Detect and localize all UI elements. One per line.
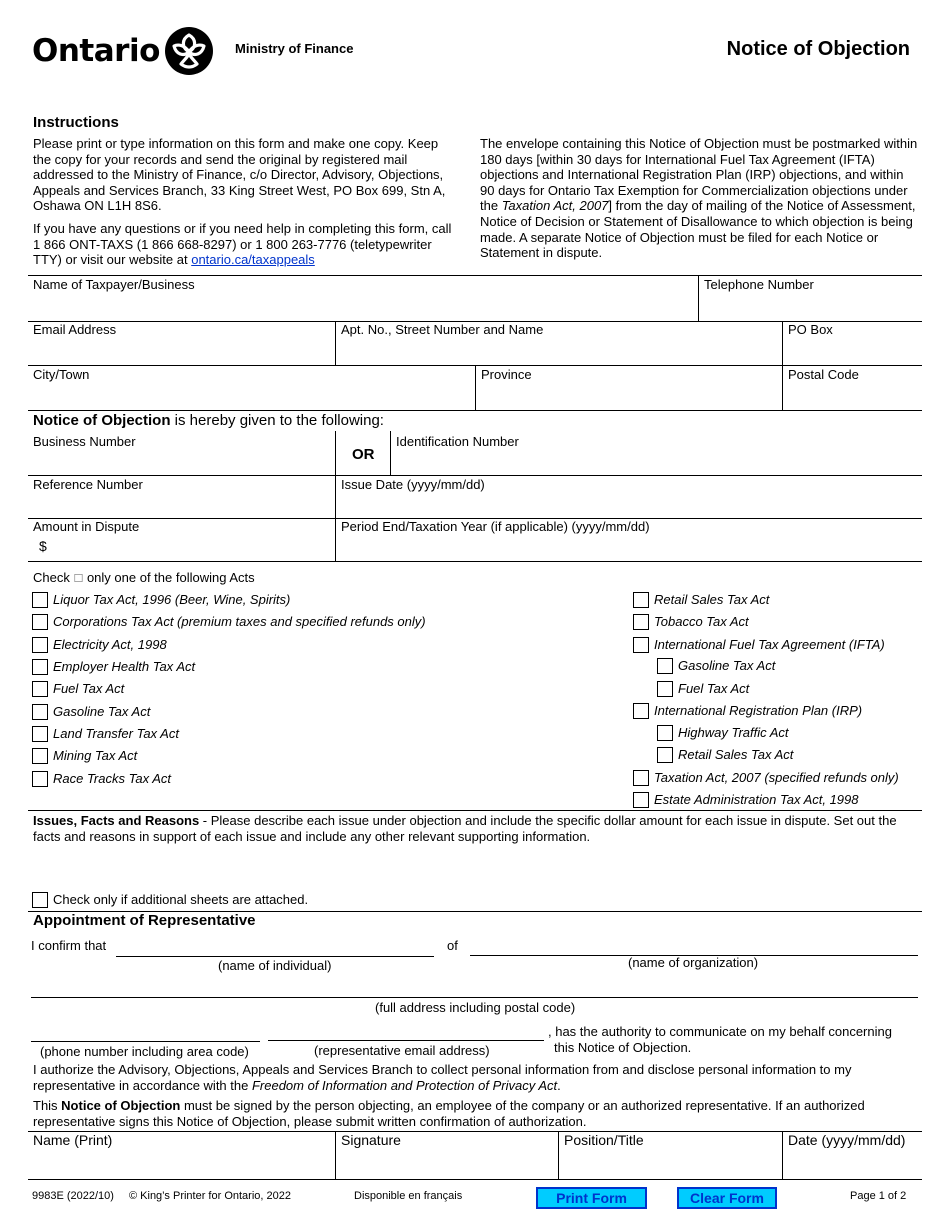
city-label: City/Town <box>33 367 90 382</box>
issues-description <box>33 813 918 844</box>
ministry-name: Ministry of Finance <box>235 41 354 56</box>
instructions-para-1: Please print or type information on this form and make one copy. Keep the copy for your records and send the original by registered mail addressed to the Ministry of Finance, c/o Director, Advisory, Objections, Appeals and Services Branch, 33 King Street West, PO Box 699, Stn A, Oshawa ON L1H 8S6. <box>33 136 446 214</box>
representative-name-caption: (name of individual) <box>218 958 332 973</box>
representative-phone-field[interactable] <box>31 1041 260 1042</box>
act-checkbox-ifta-fuel[interactable] <box>657 681 673 697</box>
checkbox-glyph-icon: ☐ <box>73 572 84 585</box>
act-checkbox-fuel[interactable] <box>32 681 48 697</box>
province-field[interactable] <box>478 383 779 408</box>
position-title-label: Position/Title <box>564 1132 644 1148</box>
acts-instruction <box>33 570 255 586</box>
page-number: Page 1 of 2 <box>850 1190 907 1202</box>
act-checkbox-taxation-2007[interactable] <box>633 770 649 786</box>
right-para-text-1: The envelope containing this Notice of Objection must be postmarked within 180 days [within 30 days for International Fuel Tax Agreement (IFTA) objections and International Registration Plan (IRP) objections, and within 90 days for Ontario Tax Exemption for Commercialization objections under the <box>480 136 918 214</box>
act-checkbox-retail-sales[interactable] <box>633 592 649 608</box>
authorize-text-pre: I authorize the Advisory, Objections, Appeals and Services Branch to collect personal information from and disclose personal information to my representative in accordance with the <box>33 1062 852 1093</box>
notice-heading-rest: is hereby given to the following: <box>170 412 384 429</box>
signing-requirement-text <box>33 1098 918 1129</box>
copyright: © King’s Printer for Ontario, 2022 <box>129 1190 291 1202</box>
act-checkbox-land-transfer[interactable] <box>32 726 48 742</box>
instructions-para-2-text: If you have any questions or if you need help in completing this form, call 1 866 ONT-TAXS (1 866 668-8297) or 1 800 263-7776 (teletypewriter TTY) or visit our website at <box>33 221 452 268</box>
form-title: Notice of Objection <box>726 38 910 60</box>
act-checkbox-electricity[interactable] <box>32 637 48 653</box>
identification-number-field[interactable] <box>393 450 920 473</box>
act-checkbox-corporations[interactable] <box>32 614 48 630</box>
po-box-label: PO Box <box>788 322 833 337</box>
province-label: Province <box>481 367 532 382</box>
business-number-field[interactable] <box>30 450 332 473</box>
email-label: Email Address <box>33 322 117 337</box>
dollar-sign: $ <box>39 538 47 554</box>
print-form-button[interactable]: Print Form <box>536 1187 647 1209</box>
issue-date-label: Issue Date (yyyy/mm/dd) <box>341 477 485 492</box>
signature-field[interactable] <box>338 1151 555 1177</box>
issues-text: - Please describe each issue under objection and include the specific dollar amount for each issue in dispute. Set out the facts and reasons in support of each issue and include any other relevant supporting information. <box>33 813 897 844</box>
trillium-icon <box>164 26 214 76</box>
act-label-corporations: Corporations Tax Act (premium taxes and specified refunds only) <box>53 614 426 629</box>
po-box-field[interactable] <box>785 338 920 363</box>
confirm-label: I confirm that <box>31 938 107 953</box>
reference-number-field[interactable] <box>30 493 332 517</box>
representative-name-field[interactable] <box>116 956 434 957</box>
act-checkbox-tobacco[interactable] <box>633 614 649 630</box>
additional-sheets-label: Check only if additional sheets are attached. <box>53 892 309 907</box>
instructions-heading: Instructions <box>33 114 119 131</box>
identification-number-label: Identification Number <box>396 434 519 449</box>
email-field[interactable] <box>30 338 332 363</box>
position-title-field[interactable] <box>561 1151 779 1177</box>
notice-heading <box>33 412 384 430</box>
taxpayer-name-label: Name of Taxpayer/Business <box>33 277 195 292</box>
amount-in-dispute-label: Amount in Dispute <box>33 519 140 534</box>
instructions-para-2 <box>33 221 458 268</box>
act-checkbox-race-tracks[interactable] <box>32 771 48 787</box>
amount-in-dispute-field[interactable] <box>52 536 332 559</box>
act-checkbox-estate-administration[interactable] <box>633 792 649 808</box>
brand-wordmark: Ontario <box>32 33 160 69</box>
or-label: OR <box>352 446 375 463</box>
act-label-ifta-fuel: Fuel Tax Act <box>678 681 750 696</box>
form-id: 9983E (2022/10) <box>32 1190 114 1202</box>
act-label-ifta: International Fuel Tax Agreement (IFTA) <box>654 637 885 652</box>
act-checkbox-irp-highway[interactable] <box>657 725 673 741</box>
act-checkbox-irp[interactable] <box>633 703 649 719</box>
issues-heading: Issues, Facts and Reasons <box>33 813 200 828</box>
french-availability: Disponible en français <box>354 1190 463 1202</box>
act-label-irp-highway: Highway Traffic Act <box>678 725 789 740</box>
authority-text-line-1: , has the authority to communicate on my behalf concerning <box>548 1024 892 1039</box>
organization-name-caption: (name of organization) <box>628 955 759 970</box>
acts-instruction-pre: Check <box>33 570 74 585</box>
reference-number-label: Reference Number <box>33 477 143 492</box>
telephone-field[interactable] <box>702 293 920 319</box>
act-label-retail-sales: Retail Sales Tax Act <box>654 592 770 607</box>
signing-text-bold: Notice of Objection <box>61 1098 181 1113</box>
date-label: Date (yyyy/mm/dd) <box>788 1132 906 1148</box>
act-label-taxation-2007: Taxation Act, 2007 (specified refunds only) <box>654 770 899 785</box>
of-label: of <box>447 938 458 953</box>
act-label-tobacco: Tobacco Tax Act <box>654 614 749 629</box>
act-checkbox-ifta[interactable] <box>633 637 649 653</box>
representative-heading: Appointment of Representative <box>33 912 256 929</box>
ontario-logo <box>32 26 217 78</box>
clear-form-button[interactable]: Clear Form <box>677 1187 777 1209</box>
additional-sheets-checkbox[interactable] <box>32 892 48 908</box>
act-label-employer-health: Employer Health Tax Act <box>53 659 196 674</box>
street-label: Apt. No., Street Number and Name <box>341 322 544 337</box>
representative-phone-caption: (phone number including area code) <box>40 1044 249 1059</box>
representative-email-caption: (representative email address) <box>314 1043 490 1058</box>
act-label-liquor: Liquor Tax Act, 1996 (Beer, Wine, Spirits) <box>53 592 291 607</box>
act-label-irp: International Registration Plan (IRP) <box>654 703 863 718</box>
act-checkbox-irp-retail[interactable] <box>657 747 673 763</box>
authorize-text-post: . <box>557 1077 561 1093</box>
act-label-fuel: Fuel Tax Act <box>53 681 125 696</box>
postal-code-field[interactable] <box>785 383 920 408</box>
act-checkbox-mining[interactable] <box>32 748 48 764</box>
taxpayer-name-field[interactable] <box>30 293 694 319</box>
authorize-text-italic: Freedom of Information and Protection of Privacy Act <box>251 1077 558 1093</box>
right-para-text-2: ] from the day of mailing of the Notice of Assessment, Notice of Decision or Statement of Disallowance to which objection is being made. A separate Notice of Objection must be filed for each Notice or Statement in dispute. <box>480 198 916 261</box>
authority-text-line-2: this Notice of Objection. <box>554 1040 692 1055</box>
representative-email-field[interactable] <box>268 1040 544 1041</box>
instructions-right-para <box>480 136 920 261</box>
notice-heading-bold: Notice of Objection <box>33 412 171 429</box>
act-label-land-transfer: Land Transfer Tax Act <box>53 726 179 741</box>
representative-address-caption: (full address including postal code) <box>375 1000 576 1015</box>
act-label-race-tracks: Race Tracks Tax Act <box>53 771 171 786</box>
act-label-estate-administration: Estate Administration Tax Act, 1998 <box>654 792 859 807</box>
act-checkbox-ifta-gasoline[interactable] <box>657 658 673 674</box>
name-print-field[interactable] <box>30 1151 332 1177</box>
issue-date-field[interactable] <box>338 493 920 517</box>
act-label-ifta-gasoline: Gasoline Tax Act <box>678 658 776 673</box>
act-checkbox-liquor[interactable] <box>32 592 48 608</box>
act-label-irp-retail: Retail Sales Tax Act <box>678 747 794 762</box>
representative-address-field[interactable] <box>31 997 918 998</box>
period-end-label: Period End/Taxation Year (if applicable) (yyyy/mm/dd) <box>341 519 650 534</box>
name-print-label: Name (Print) <box>33 1132 113 1148</box>
right-para-italic: Taxation Act, 2007 <box>501 198 609 214</box>
signature-label: Signature <box>341 1132 401 1148</box>
postal-code-label: Postal Code <box>788 367 859 382</box>
authorize-text <box>33 1062 918 1093</box>
telephone-label: Telephone Number <box>704 277 814 292</box>
signing-text-pre: This <box>33 1098 62 1113</box>
signing-text-post: must be signed by the person objecting, an employee of the company or an authorized representative. If an authorized representative signs this Notice of Objection, please submit written confirmation of authorization. <box>33 1098 865 1129</box>
date-field[interactable] <box>785 1151 920 1177</box>
street-field[interactable] <box>338 338 779 363</box>
period-end-field[interactable] <box>338 536 920 559</box>
act-label-gasoline: Gasoline Tax Act <box>53 704 151 719</box>
acts-instruction-post: only one of the following Acts <box>83 570 255 585</box>
tax-appeals-link[interactable]: ontario.ca/taxappeals <box>191 252 315 268</box>
issues-text-area[interactable] <box>30 846 920 886</box>
act-checkbox-gasoline[interactable] <box>32 704 48 720</box>
business-number-label: Business Number <box>33 434 136 449</box>
act-label-electricity: Electricity Act, 1998 <box>53 637 167 652</box>
act-label-mining: Mining Tax Act <box>53 748 138 763</box>
act-checkbox-employer-health[interactable] <box>32 659 48 675</box>
city-field[interactable] <box>30 383 472 408</box>
